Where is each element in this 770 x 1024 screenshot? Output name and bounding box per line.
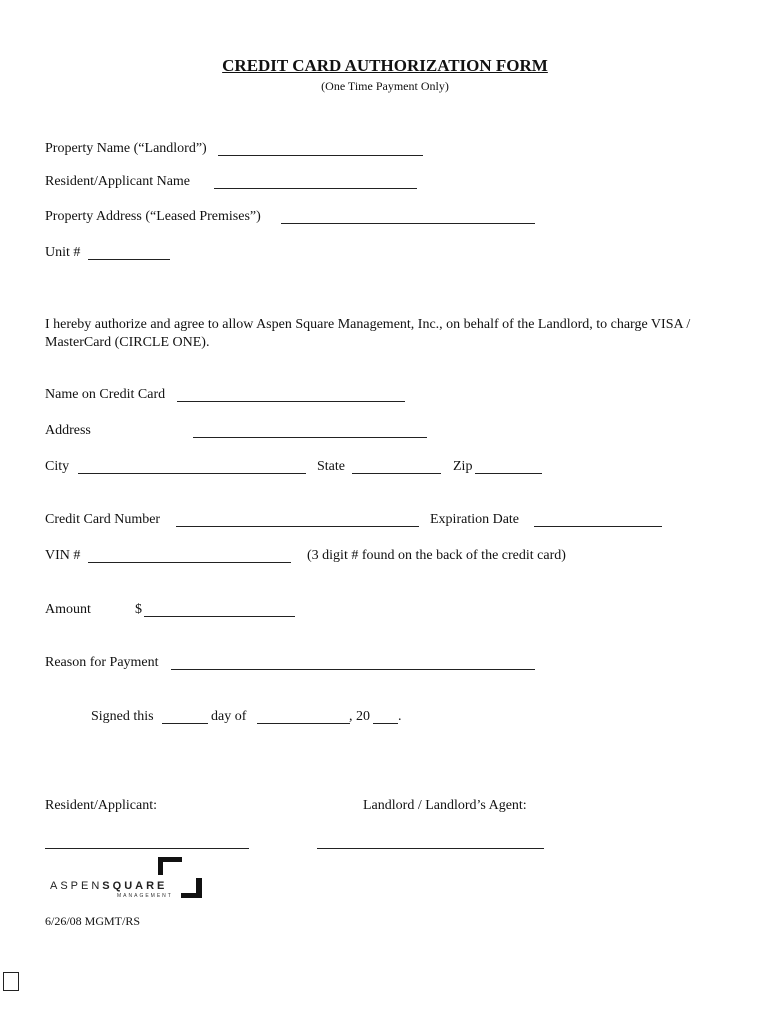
- vin-note: (3 digit # found on the back of the credit card): [307, 548, 566, 563]
- page-subtitle: (One Time Payment Only): [321, 79, 449, 93]
- zip-field[interactable]: [475, 473, 542, 474]
- name-on-card-field[interactable]: [177, 401, 405, 402]
- signed-day-field[interactable]: [162, 723, 208, 724]
- card-number-field[interactable]: [176, 526, 419, 527]
- landlord-signature-label: Landlord / Landlord’s Agent:: [363, 798, 527, 813]
- dollar-sign: $: [135, 602, 142, 617]
- property-address-label: Property Address (“Leased Premises”): [45, 209, 261, 224]
- unit-label: Unit #: [45, 245, 81, 260]
- vin-label: VIN #: [45, 548, 81, 563]
- logo-wordmark: ASPENSQUARE: [50, 880, 168, 892]
- amount-label: Amount: [45, 602, 91, 617]
- day-of-label: day of: [211, 709, 247, 724]
- name-on-card-label: Name on Credit Card: [45, 387, 166, 402]
- resident-name-field[interactable]: [214, 188, 417, 189]
- reason-label: Reason for Payment: [45, 655, 159, 670]
- signed-year-field[interactable]: [373, 723, 398, 724]
- authorization-text: I hereby authorize and agree to allow Aspen Square Management, Inc., on behalf of the Landlord, to charge VISA / MasterCard (CIRCLE ONE).: [45, 317, 691, 350]
- city-field[interactable]: [78, 473, 306, 474]
- signed-period: .: [398, 709, 402, 724]
- unit-field[interactable]: [88, 259, 170, 260]
- zip-label: Zip: [453, 459, 473, 474]
- logo-subtitle: MANAGEMENT: [117, 893, 173, 899]
- amount-field[interactable]: [144, 616, 295, 617]
- resident-signature-field[interactable]: [45, 848, 249, 849]
- property-address-field[interactable]: [281, 223, 535, 224]
- corner-checkbox[interactable]: [3, 972, 19, 991]
- footer-code: 6/26/08 MGMT/RS: [45, 914, 141, 928]
- signed-this-label: Signed this: [91, 709, 154, 724]
- resident-name-label: Resident/Applicant Name: [45, 174, 191, 189]
- expiration-field[interactable]: [534, 526, 662, 527]
- city-label: City: [45, 459, 70, 474]
- resident-signature-label: Resident/Applicant:: [45, 798, 157, 813]
- state-field[interactable]: [352, 473, 441, 474]
- expiration-label: Expiration Date: [430, 512, 520, 527]
- property-name-field[interactable]: [218, 155, 423, 156]
- vin-field[interactable]: [88, 562, 291, 563]
- address-field[interactable]: [193, 437, 427, 438]
- property-name-label: Property Name (“Landlord”): [45, 141, 207, 156]
- state-label: State: [317, 459, 345, 474]
- year-prefix: , 20: [349, 709, 370, 724]
- address-label: Address: [45, 423, 91, 438]
- reason-field[interactable]: [171, 669, 535, 670]
- card-number-label: Credit Card Number: [45, 512, 161, 527]
- landlord-signature-field[interactable]: [317, 848, 544, 849]
- page-title: CREDIT CARD AUTHORIZATION FORM: [222, 56, 548, 75]
- signed-month-field[interactable]: [257, 723, 350, 724]
